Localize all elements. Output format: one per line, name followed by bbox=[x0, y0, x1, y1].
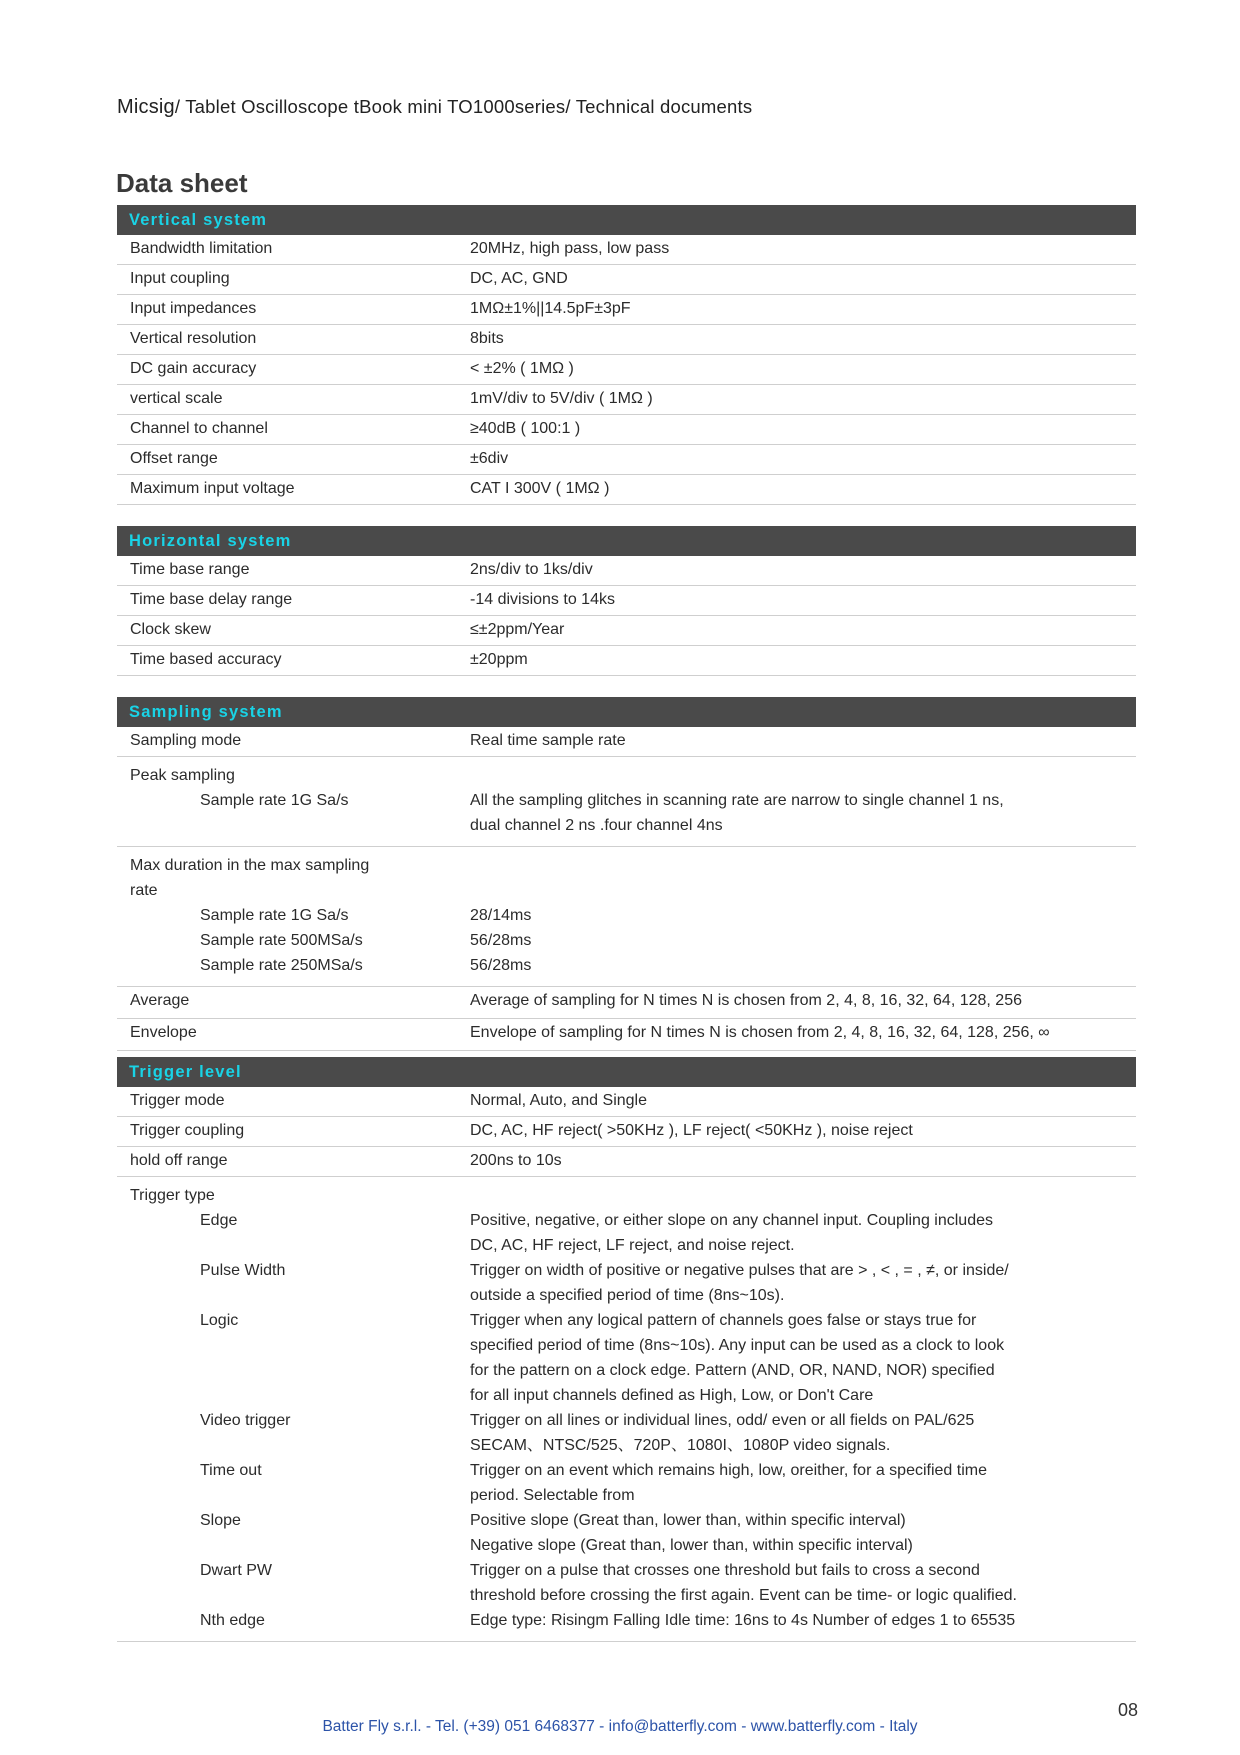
page-title: Data sheet bbox=[116, 168, 248, 198]
table-row bbox=[117, 235, 1136, 265]
trigger-type-label: Time out bbox=[200, 1462, 262, 1479]
row-label: Trigger coupling bbox=[130, 1122, 245, 1139]
row-value: DC, AC, HF reject( >50KHz ), LF reject( <50KHz ), noise reject bbox=[470, 1122, 913, 1139]
row-label: Maximum input voltage bbox=[130, 480, 295, 497]
page-number: 08 bbox=[1118, 1700, 1139, 1720]
trigger-level-table bbox=[117, 1087, 1136, 1642]
row-sub-label: Sample rate 1G Sa/s bbox=[200, 792, 349, 809]
row-sub-label: Sample rate 250MSa/s bbox=[200, 957, 363, 974]
table-row bbox=[117, 1117, 1136, 1147]
row-value: Normal, Auto, and Single bbox=[470, 1092, 647, 1109]
section-heading-sampling: Sampling system bbox=[117, 697, 1136, 727]
row-value: 8bits bbox=[470, 330, 504, 347]
trigger-type-description: DC, AC, HF reject, LF reject, and noise reject. bbox=[470, 1237, 795, 1254]
trigger-type-description: Trigger on all lines or individual lines, odd/ even or all fields on PAL/625 bbox=[470, 1412, 975, 1429]
row-value: 1mV/div to 5V/div ( 1MΩ ) bbox=[470, 390, 653, 407]
row-sub-label: Sample rate 500MSa/s bbox=[200, 932, 363, 949]
row-label: Input coupling bbox=[130, 270, 230, 287]
row-value: ±6div bbox=[470, 450, 509, 467]
row-value: ≥40dB ( 100:1 ) bbox=[470, 420, 581, 437]
trigger-type-description: Trigger on width of positive or negative pulses that are > , < , = , ≠, or inside/ bbox=[470, 1262, 1009, 1279]
table-row bbox=[117, 616, 1136, 646]
row-label: Time base range bbox=[130, 561, 250, 578]
section-heading-vertical: Vertical system bbox=[117, 205, 1136, 235]
table-row bbox=[117, 415, 1136, 445]
trigger-type-description: Trigger on an event which remains high, low, oreither, for a specified time bbox=[470, 1462, 987, 1479]
row-value: DC, AC, GND bbox=[470, 270, 568, 287]
row-label: Vertical resolution bbox=[130, 330, 257, 347]
table-row bbox=[117, 987, 1136, 1019]
row-value: -14 divisions to 14ks bbox=[470, 591, 615, 608]
table-row bbox=[117, 586, 1136, 616]
table-row bbox=[117, 385, 1136, 415]
row-label: Trigger type bbox=[130, 1187, 215, 1204]
brand-name: Micsig bbox=[117, 96, 175, 118]
row-label: Input impedances bbox=[130, 300, 257, 317]
row-value: CAT I 300V ( 1MΩ ) bbox=[470, 480, 610, 497]
trigger-type-description: period. Selectable from bbox=[470, 1487, 635, 1504]
row-label: Clock skew bbox=[130, 621, 211, 638]
table-row bbox=[117, 1147, 1136, 1177]
table-row bbox=[117, 727, 1136, 757]
row-value: Average of sampling for N times N is chosen from 2, 4, 8, 16, 32, 64, 128, 256 bbox=[470, 992, 1022, 1009]
trigger-type-description: Negative slope (Great than, lower than, within specific interval) bbox=[470, 1537, 913, 1554]
table-row bbox=[117, 1087, 1136, 1117]
table-row-trigger-type bbox=[117, 1177, 1136, 1642]
row-value: 20MHz, high pass, low pass bbox=[470, 240, 670, 257]
row-label: Channel to channel bbox=[130, 420, 268, 437]
row-value: 200ns to 10s bbox=[470, 1152, 562, 1169]
section-heading-horizontal: Horizontal system bbox=[117, 526, 1136, 556]
trigger-type-description: specified period of time (8ns~10s). Any input can be used as a clock to look bbox=[470, 1337, 1005, 1354]
horizontal-system-table bbox=[117, 556, 1136, 676]
table-row bbox=[117, 475, 1136, 505]
row-label: Average bbox=[130, 992, 190, 1009]
table-row bbox=[117, 1019, 1136, 1051]
trigger-type-label: Slope bbox=[200, 1512, 241, 1529]
trigger-type-description: Trigger when any logical pattern of channels goes false or stays true for bbox=[470, 1312, 977, 1329]
trigger-type-label: Dwart PW bbox=[200, 1562, 272, 1579]
trigger-type-description: Positive slope (Great than, lower than, within specific interval) bbox=[470, 1512, 906, 1529]
trigger-type-description: SECAM、NTSC/525、720P、1080I、1080P video signals. bbox=[470, 1437, 891, 1454]
row-label: Max duration in the max sampling bbox=[130, 857, 370, 874]
table-row-peak-sampling bbox=[117, 757, 1136, 847]
document-header bbox=[117, 96, 752, 119]
table-row bbox=[117, 325, 1136, 355]
sampling-system-table bbox=[117, 727, 1136, 1051]
row-value: Real time sample rate bbox=[470, 732, 626, 749]
trigger-type-description: for the pattern on a clock edge. Pattern (AND, OR, NAND, NOR) specified bbox=[470, 1362, 995, 1379]
row-label: Time base delay range bbox=[130, 591, 293, 608]
row-label: Offset range bbox=[130, 450, 218, 467]
section-heading-trigger: Trigger level bbox=[117, 1057, 1136, 1087]
row-value: 1MΩ±1%||14.5pF±3pF bbox=[470, 300, 631, 317]
trigger-type-description: Trigger on a pulse that crosses one threshold but fails to cross a second bbox=[470, 1562, 980, 1579]
footer-contact: Batter Fly s.r.l. - Tel. (+39) 051 6468377 - info@batterfly.com - www.batterfly.com - Italy bbox=[322, 1718, 918, 1735]
trigger-type-description: outside a specified period of time (8ns~10s). bbox=[470, 1287, 785, 1304]
row-value: Envelope of sampling for N times N is chosen from 2, 4, 8, 16, 32, 64, 128, 256, ∞ bbox=[470, 1024, 1050, 1041]
table-row bbox=[117, 445, 1136, 475]
row-value: dual channel 2 ns .four channel 4ns bbox=[470, 817, 723, 834]
row-label: DC gain accuracy bbox=[130, 360, 257, 377]
row-label: Sampling mode bbox=[130, 732, 242, 749]
trigger-type-label: Video trigger bbox=[200, 1412, 291, 1429]
trigger-type-description: Edge type: Risingm Falling Idle time: 16ns to 4s Number of edges 1 to 65535 bbox=[470, 1612, 1016, 1629]
row-label: vertical scale bbox=[130, 390, 223, 407]
vertical-system-table bbox=[117, 235, 1136, 505]
table-row bbox=[117, 295, 1136, 325]
row-value: ±20ppm bbox=[470, 651, 528, 668]
row-label: rate bbox=[130, 882, 158, 899]
row-label: Time based accuracy bbox=[130, 651, 282, 668]
row-value: 56/28ms bbox=[470, 932, 532, 949]
trigger-type-label: Edge bbox=[200, 1212, 238, 1229]
table-row bbox=[117, 265, 1136, 295]
row-value: All the sampling glitches in scanning rate are narrow to single channel 1 ns, bbox=[470, 792, 1004, 809]
row-label: Peak sampling bbox=[130, 767, 235, 784]
trigger-type-label: Pulse Width bbox=[200, 1262, 286, 1279]
row-value: < ±2% ( 1MΩ ) bbox=[470, 360, 574, 377]
trigger-type-label: Nth edge bbox=[200, 1612, 265, 1629]
row-value: 56/28ms bbox=[470, 957, 532, 974]
trigger-type-description: threshold before crossing the first again. Event can be time- or logic qualified. bbox=[470, 1587, 1017, 1604]
trigger-type-label: Logic bbox=[200, 1312, 239, 1329]
trigger-type-description: for all input channels defined as High, Low, or Don't Care bbox=[470, 1387, 874, 1404]
table-row bbox=[117, 646, 1136, 676]
row-label: hold off range bbox=[130, 1152, 228, 1169]
table-row bbox=[117, 355, 1136, 385]
row-label: Envelope bbox=[130, 1024, 197, 1041]
row-label: Trigger mode bbox=[130, 1092, 225, 1109]
row-sub-label: Sample rate 1G Sa/s bbox=[200, 907, 349, 924]
table-row bbox=[117, 556, 1136, 586]
row-value: 2ns/div to 1ks/div bbox=[470, 561, 593, 578]
table-row-max-duration bbox=[117, 847, 1136, 987]
trigger-type-description: Positive, negative, or either slope on any channel input. Coupling includes bbox=[470, 1212, 993, 1229]
row-value: 28/14ms bbox=[470, 907, 532, 924]
header-text: / Tablet Oscilloscope tBook mini TO1000series/ Technical documents bbox=[174, 96, 753, 117]
row-value: ≤±2ppm/Year bbox=[470, 621, 565, 638]
row-label: Bandwidth limitation bbox=[130, 240, 273, 257]
